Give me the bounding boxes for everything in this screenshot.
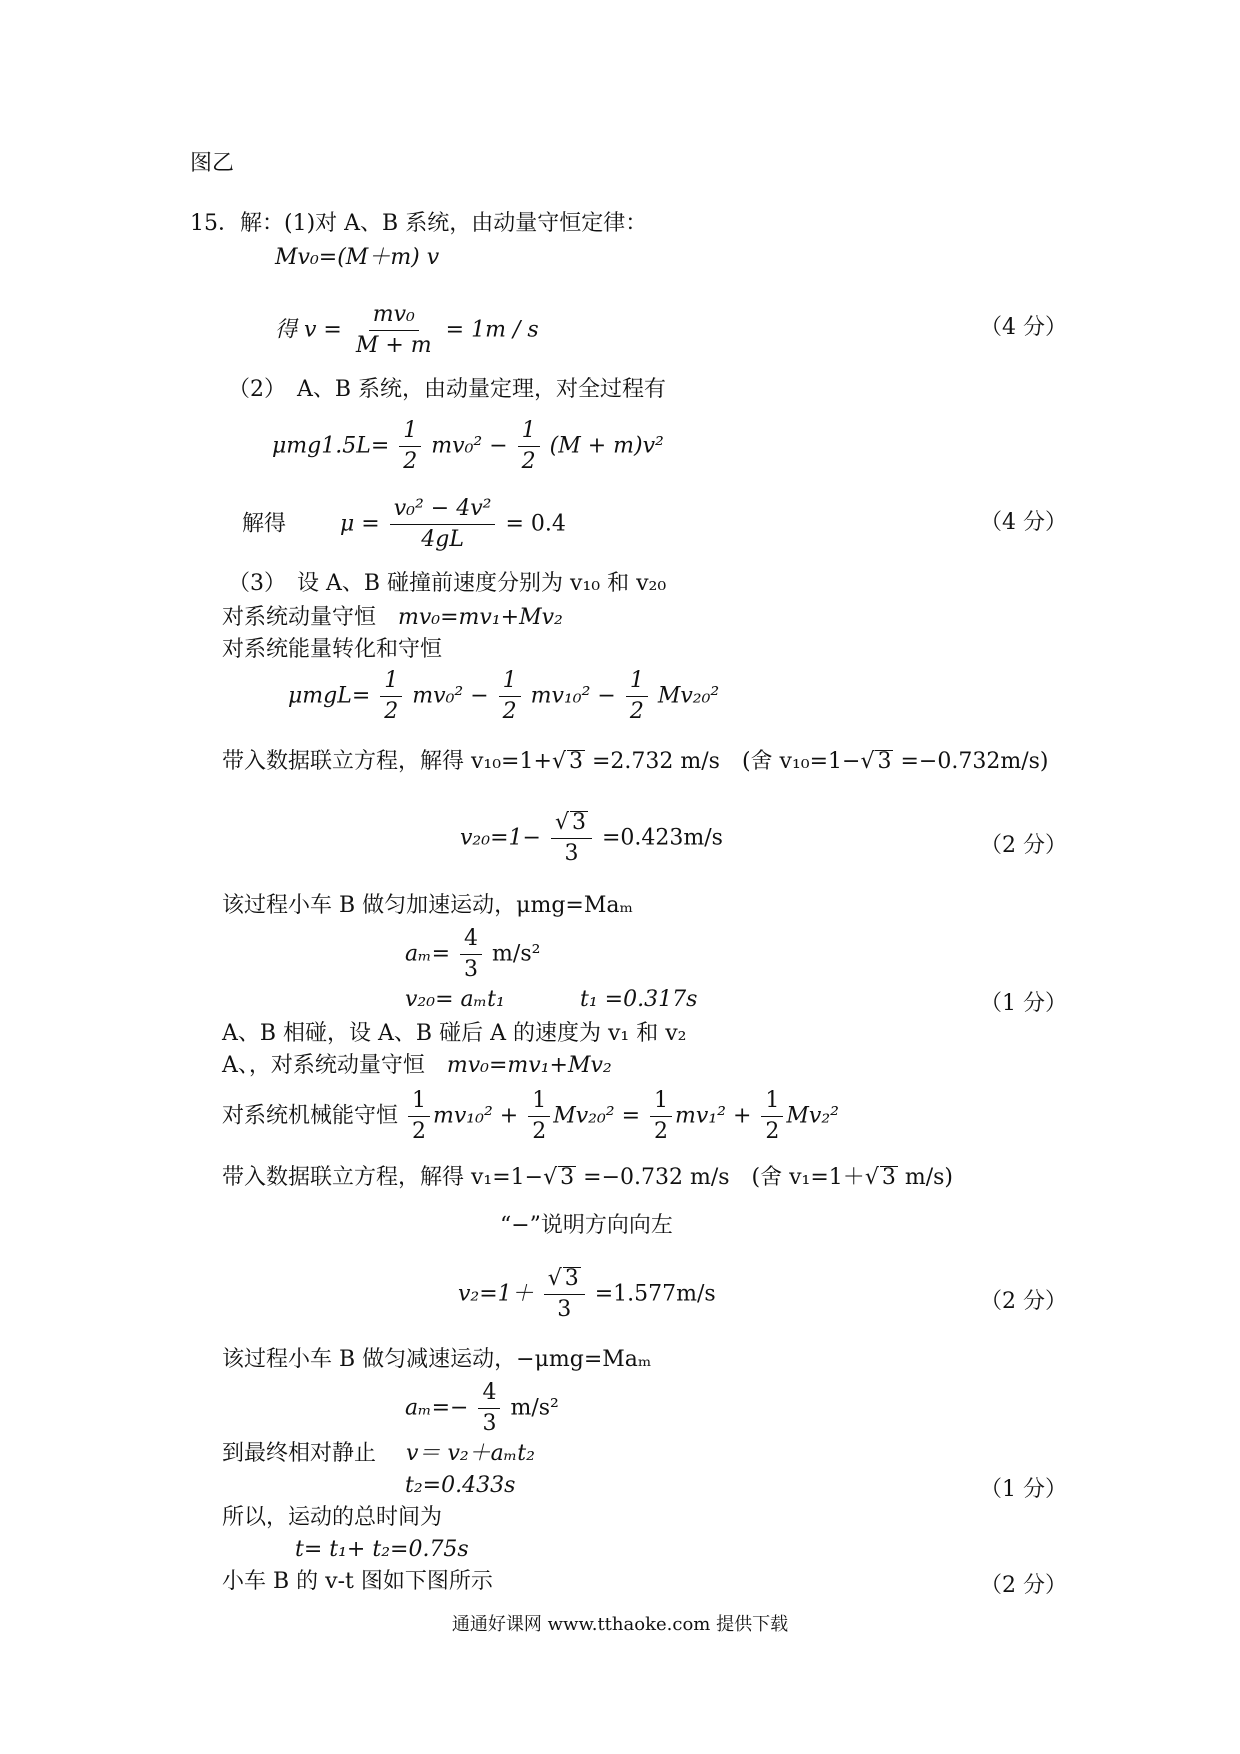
p3-momentum: 对系统动量守恒 mv₀=mv₁+Mv₂ [222,605,563,630]
v20-result: v₂₀=1− $\frac{√ 3}{3}$ =0.423m/s [460,810,723,866]
aM-result-2: aₘ=− $\frac{4}{3}$ m/s² [405,1380,559,1436]
score: （1 分） [980,1477,1067,1502]
v20-time-equation: v₂₀= aₘt₁ [405,987,505,1012]
score: （1 分） [980,991,1067,1016]
t1-result: t₁ =0.317s [580,987,698,1012]
footer: 通通好课网 www.tthaoke.com 提供下载 [451,1614,789,1635]
momentum-equation: Mv₀=(M＋m) v [275,245,440,270]
score: （2 分） [980,1289,1067,1314]
p3-collision-momentum: A、，对系统动量守恒 mv₀=mv₁+Mv₂ [222,1053,612,1078]
p3-total-label: 所以，运动的总时间为 [222,1505,443,1530]
p3-vt-graph: 小车 B 的 v-t 图如下图所示 [222,1569,493,1594]
score: （2 分） [980,833,1067,858]
score: （4 分） [980,315,1067,340]
velocity-result-formula: 得 v = $\frac{\text{mv₀}}{M + m}$ = 1m / s [275,300,539,361]
p3-mechanical-energy: 对系统机械能守恒 $\frac{1}{2}$ mv₁₀² + $\frac{1}{2}$ Mv₂₀² = $\frac{1}{2}$ mv₁² + $\frac{1}{2}$ Mv₂² [222,1088,839,1144]
p3-collision: A、B 相碰，设 A、B 碰后 A 的速度为 v₁ 和 v₂ [222,1021,687,1046]
score: （2 分） [980,1573,1067,1598]
p3-total-equation: t= t₁+ t₂=0.75s [295,1537,469,1562]
p3-solution-1: 带入数据联立方程，解得 v₁₀=1+√ 3 =2.732 m/s (舍 v₁₀=1−√ 3 =−0.732m/s) [222,749,1049,774]
p3-solution-2: 带入数据联立方程，解得 v₁=1−√ 3 =−0.732 m/s (舍 v₁=1＋√ 3 m/s) [222,1165,953,1190]
p3-decelerate: 该过程小车 B 做匀减速运动，−μmg=Maₘ [222,1347,652,1372]
p3-energy-equation: μmgL= $\frac{1}{2}$ mv₀² − $\frac{1}{2}$ mv₁₀² − $\frac{1}{2}$ Mv₂₀² [288,668,720,724]
energy-equation: μmg1.5L= $\frac{1}{2}$ mv₀² − $\frac{1}{2}$ (M + m)v² [272,418,664,474]
fraction: $\frac{\text{mv₀}}{M + m}$ [355,302,432,358]
p3-rest: 到最终相对静止 v＝ v₂＋aₘt₂ [222,1441,535,1466]
aM-result-1: aₘ= $\frac{4}{3}$ m/s² [405,926,541,982]
p3-energy-label: 对系统能量转化和守恒 [222,637,443,662]
part2-intro: （2） A、B 系统，由动量定理，对全过程有 [228,377,667,402]
question-intro: 15．解：(1)对 A、B 系统，由动量守恒定律： [190,211,648,236]
p3-accelerate: 该过程小车 B 做匀加速运动，μmg=Maₘ [222,893,633,918]
figure-label: 图乙 [190,151,235,176]
t2-result: t₂=0.433s [405,1473,516,1498]
part3-intro: （3） 设 A、B 碰撞前速度分别为 v₁₀ 和 v₂₀ [228,571,667,596]
score: （4 分） [980,510,1067,535]
v2-result: v₂=1＋ $\frac{√ 3}{3}$ =1.577m/s [458,1266,716,1322]
mu-solution: 解得 μ = $\frac{\text{v₀² − 4v²}}{4gL}$ = 0.4 [242,496,566,552]
direction-note: “−”说明方向向左 [500,1213,673,1238]
